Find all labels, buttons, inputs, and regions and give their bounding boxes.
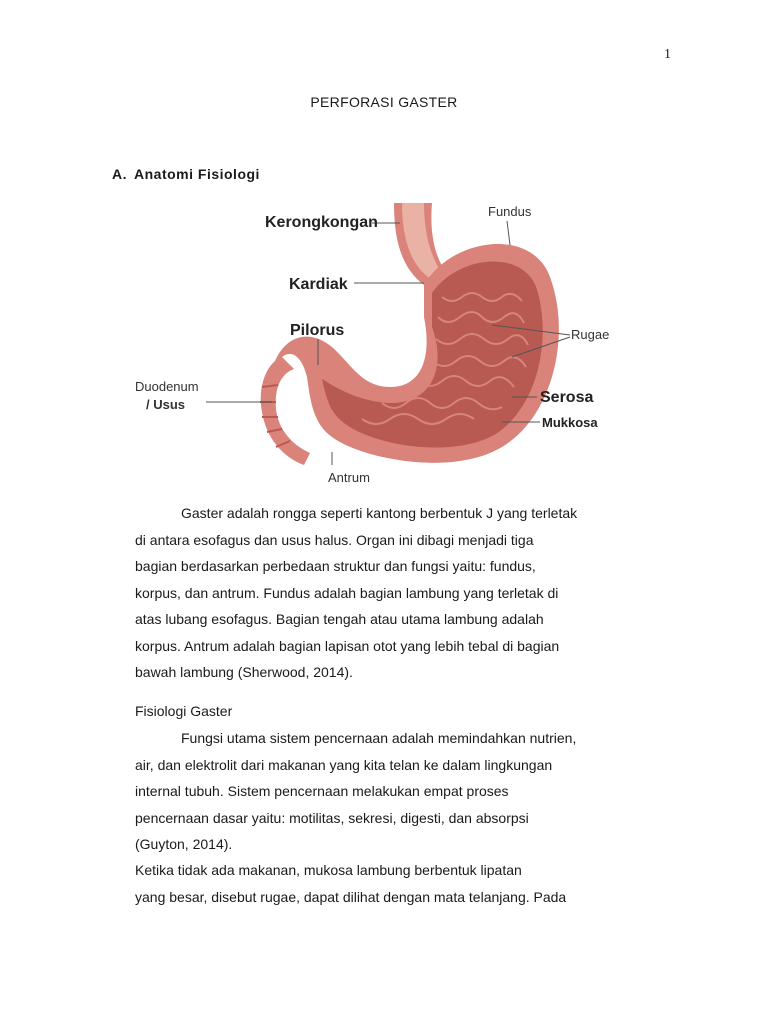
label-serosa: Serosa — [540, 389, 594, 406]
document-title: PERFORASI GASTER — [310, 94, 458, 110]
paragraph-physiology — [135, 725, 625, 858]
paragraph-line: pencernaan dasar yaitu: motilitas, sekresi, digesti, dan absorpsi — [135, 809, 529, 826]
page-number: 1 — [664, 47, 671, 62]
paragraph-anatomy — [135, 500, 625, 686]
paragraph-line: korpus, dan antrum. Fundus adalah bagian lambung yang terletak di — [135, 584, 559, 601]
subheading-fisiologi: Fisiologi Gaster — [135, 703, 233, 719]
duodenum-shape — [261, 357, 310, 465]
label-mukkosa: Mukkosa — [542, 415, 598, 430]
paragraph-line: Fungsi utama sistem pencernaan adalah memindahkan nutrien, — [181, 730, 577, 746]
paragraph-line: yang besar, disebut rugae, dapat dilihat dengan mata telanjang. Pada — [135, 888, 567, 905]
paragraph-line: korpus. Antrum adalah bagian lapisan otot yang lebih tebal di bagian — [135, 637, 560, 654]
paragraph-line: internal tubuh. Sistem pencernaan melakukan empat proses — [135, 783, 509, 799]
section-marker: A. — [112, 166, 127, 182]
paragraph-line: air, dan elektrolit dari makanan yang kita telan ke dalam lingkungan — [135, 756, 553, 773]
paragraph-line: bagian berdasarkan perbedaan struktur dan fungsi yaitu: fundus, — [135, 558, 536, 574]
section-heading — [112, 166, 260, 182]
stomach-anatomy-figure — [132, 197, 622, 487]
paragraph-line: bawah lambung (Sherwood, 2014). — [135, 664, 353, 680]
label-kardiak: Kardiak — [289, 276, 348, 293]
paragraph-line: Gaster adalah rongga seperti kantong berbentuk J yang terletak — [181, 505, 578, 521]
label-kerongkongan: Kerongkongan — [265, 214, 378, 231]
paragraph-line: Ketika tidak ada makanan, mukosa lambung berbentuk lipatan — [135, 862, 522, 878]
label-duodenum: Duodenum — [135, 379, 199, 394]
section-heading-text: Anatomi Fisiologi — [134, 166, 260, 182]
stomach-illustration — [132, 197, 622, 487]
paragraph-line: di antara esofagus dan usus halus. Organ ini dibagi menjadi tiga — [135, 531, 534, 548]
paragraph-line: (Guyton, 2014). — [135, 836, 233, 852]
label-usus: / Usus — [146, 397, 186, 412]
label-pilorus: Pilorus — [290, 322, 345, 339]
label-antrum: Antrum — [328, 470, 370, 485]
label-fundus: Fundus — [488, 204, 532, 219]
paragraph-rugae — [135, 857, 625, 910]
paragraph-line: atas lubang esofagus. Bagian tengah atau utama lambung adalah — [135, 611, 544, 627]
label-rugae: Rugae — [571, 327, 610, 342]
